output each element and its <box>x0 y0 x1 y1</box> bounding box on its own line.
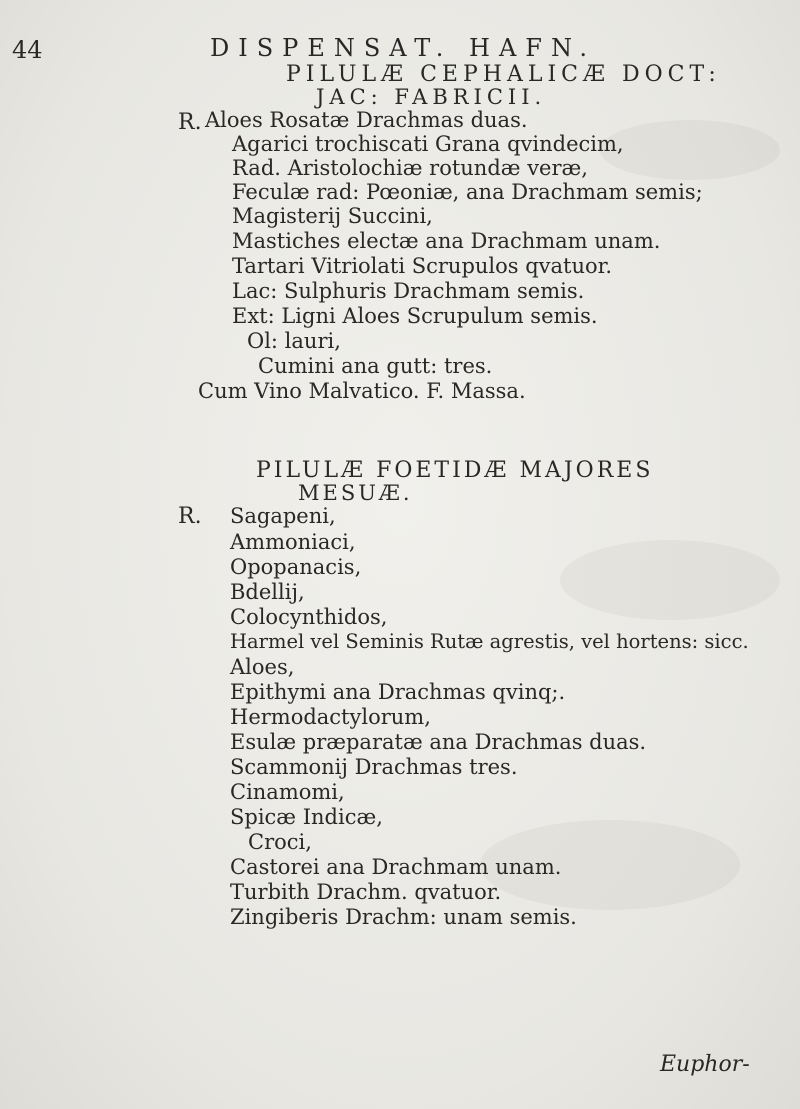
bleed-through-stain <box>560 540 780 620</box>
recipe-title-line: PILULÆ CEPHALICÆ DOCT: <box>286 62 721 87</box>
ingredient-line: Mastiches electæ ana Drachmam unam. <box>232 229 661 253</box>
catchword: Euphor- <box>660 1052 750 1077</box>
ingredient-line: Spicæ Indicæ, <box>230 805 383 829</box>
ingredient-line: Cumini ana gutt: tres. <box>258 354 493 378</box>
ingredient-line: Tartari Vitriolati Scrupulos qvatuor. <box>232 254 613 278</box>
ingredient-line: Ammoniaci, <box>230 530 356 554</box>
ingredient-line: Feculæ rad: Pœoniæ, ana Drachmam semis; <box>232 180 703 204</box>
running-head: DISPENSAT. HAFN. <box>210 34 597 62</box>
recipe-marker: R. <box>178 110 202 135</box>
recipe-title-line: JAC: FABRICII. <box>316 85 547 109</box>
ingredient-line: Zingiberis Drachm: unam semis. <box>230 905 577 929</box>
ingredient-line: Scammonij Drachmas tres. <box>230 755 518 779</box>
recipe-title-line: MESUÆ. <box>298 481 413 505</box>
ingredient-line: Lac: Sulphuris Drachmam semis. <box>232 279 585 303</box>
ingredient-line: Bdellij, <box>230 580 305 604</box>
ingredient-line: Esulæ præparatæ ana Drachmas duas. <box>230 730 647 754</box>
ingredient-line: Turbith Drachm. qvatuor. <box>230 880 502 904</box>
ingredient-line: Croci, <box>248 830 312 854</box>
recipe-title-line: PILULÆ FOETIDÆ MAJORES <box>256 458 654 483</box>
page-number: 44 <box>12 36 43 64</box>
ingredient-line: Magisterij Succini, <box>232 204 433 228</box>
ingredient-line: Ol: lauri, <box>247 329 341 353</box>
ingredient-line: Cinamomi, <box>230 780 345 804</box>
bleed-through-stain <box>600 120 780 180</box>
ingredient-line: Agarici trochiscati Grana qvindecim, <box>232 132 624 156</box>
ingredient-line: Cum Vino Malvatico. F. Massa. <box>198 379 526 403</box>
ingredient-line: Epithymi ana Drachmas qvinq;. <box>230 680 566 704</box>
ingredient-line: Colocynthidos, <box>230 605 388 629</box>
ingredient-line: Castorei ana Drachmam unam. <box>230 855 562 879</box>
ingredient-line: Harmel vel Seminis Rutæ agrestis, vel hortens: sicc. <box>230 630 749 653</box>
ingredient-line: Opopanacis, <box>230 555 362 579</box>
ingredient-line: Rad. Aristolochiæ rotundæ veræ, <box>232 156 588 180</box>
ingredient-line: Aloes Rosatæ Drachmas duas. <box>205 108 528 132</box>
recipe-marker: R. <box>178 504 202 529</box>
ingredient-line: Hermodactylorum, <box>230 705 431 729</box>
ingredient-line: Ext: Ligni Aloes Scrupulum semis. <box>232 304 598 328</box>
ingredient-line: Aloes, <box>230 655 295 679</box>
ingredient-line: Sagapeni, <box>230 504 336 528</box>
